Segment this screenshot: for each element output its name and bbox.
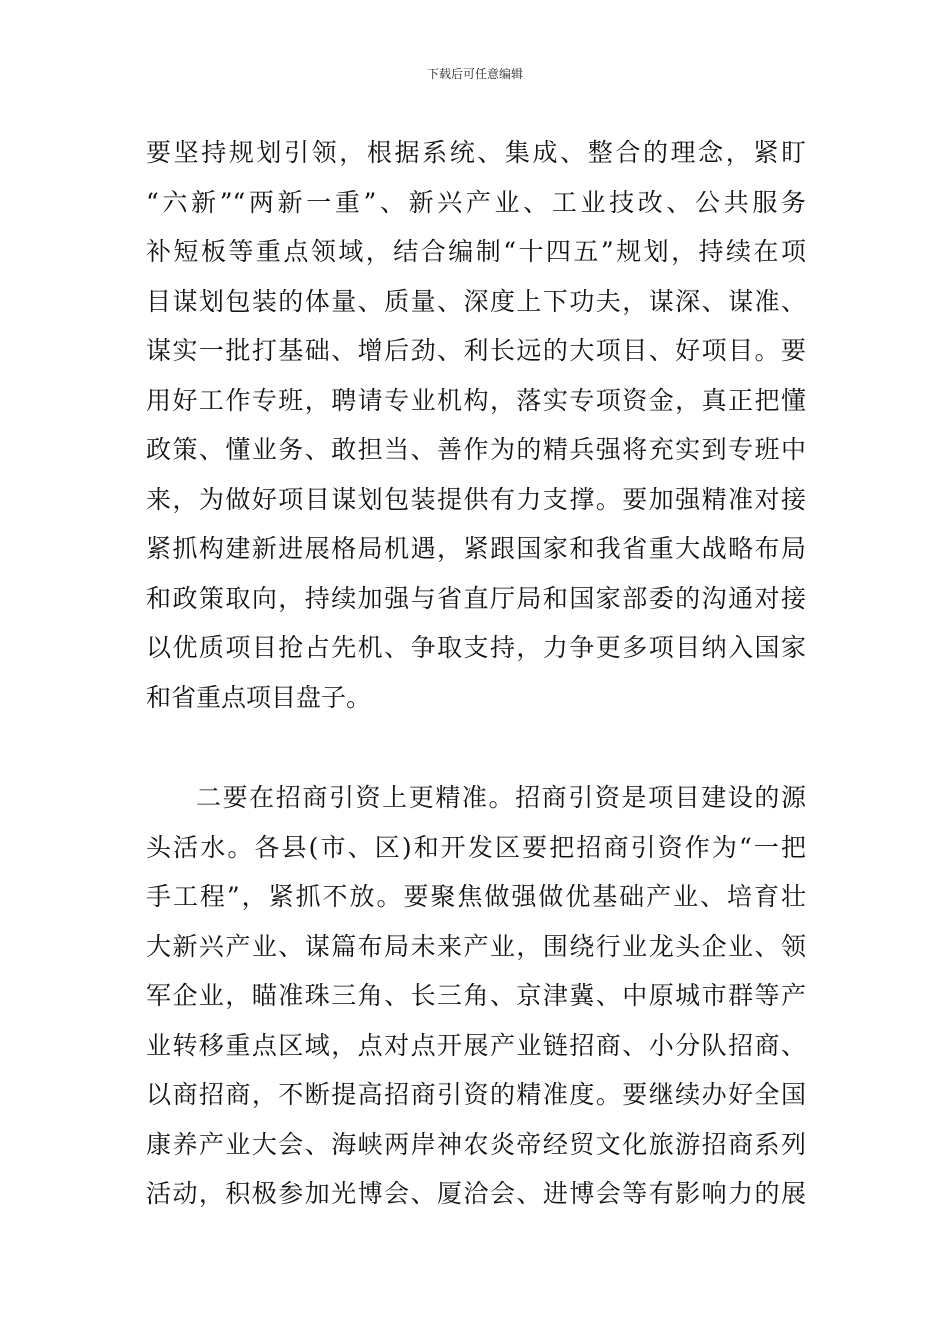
- paragraph-1: [146, 128, 806, 722]
- text-line: 来，为做好项目谋划包装提供有力支撑。要加强精准对接: [146, 484, 806, 514]
- text-line: “六新”“两新一重”、新兴产业、工业技改、公共服务: [146, 187, 806, 217]
- text-line: 手工程”，紧抓不放。要聚焦做强做优基础产业、培育壮: [146, 882, 806, 911]
- text-line: 头活水。各县(市、区)和开发区要把招商引资作为“一把: [146, 832, 806, 862]
- text-line: 和政策取向，持续加强与省直厅局和国家部委的沟通对接: [146, 583, 806, 613]
- text-line: 军企业，瞄准珠三角、长三角、京津冀、中原城市群等产: [146, 981, 806, 1010]
- text-line: 业转移重点区域，点对点开展产业链招商、小分队招商、: [146, 1030, 806, 1060]
- text-line: 以优质项目抢占先机、争取支持，力争更多项目纳入国家: [146, 633, 806, 662]
- text-line: 补短板等重点领域，结合编制“十四五”规划，持续在项: [146, 237, 806, 266]
- text-line: 紧抓构建新进展格局机遇，紧跟国家和我省重大战略布局: [146, 534, 806, 563]
- text-line: 目谋划包装的体量、质量、深度上下功夫，谋深、谋准、: [146, 286, 806, 316]
- text-line: 二要在招商引资上更精准。招商引资是项目建设的源: [196, 783, 806, 812]
- text-line: 用好工作专班，聘请专业机构，落实专项资金，真正把懂: [146, 385, 806, 415]
- text-line: 谋实一批打基础、增后劲、利长远的大项目、好项目。要: [146, 336, 806, 365]
- text-line: 以商招商，不断提高招商引资的精准度。要继续办好全国: [146, 1080, 806, 1109]
- text-line: 活动，积极参加光博会、厦洽会、进博会等有影响力的展: [146, 1179, 806, 1208]
- text-line: 政策、懂业务、敢担当、善作为的精兵强将充实到专班中: [146, 435, 806, 464]
- text-line: 大新兴产业、谋篇布局未来产业，围绕行业龙头企业、领: [146, 931, 806, 961]
- text-line: 要坚持规划引领，根据系统、集成、整合的理念，紧盯: [146, 138, 806, 167]
- text-line: 和省重点项目盘子。: [146, 682, 372, 712]
- page-header: 下载后可任意编辑: [426, 67, 523, 81]
- paragraph-2: [146, 773, 806, 1219]
- text-line: 康养产业大会、海峡两岸神农炎帝经贸文化旅游招商系列: [146, 1129, 806, 1159]
